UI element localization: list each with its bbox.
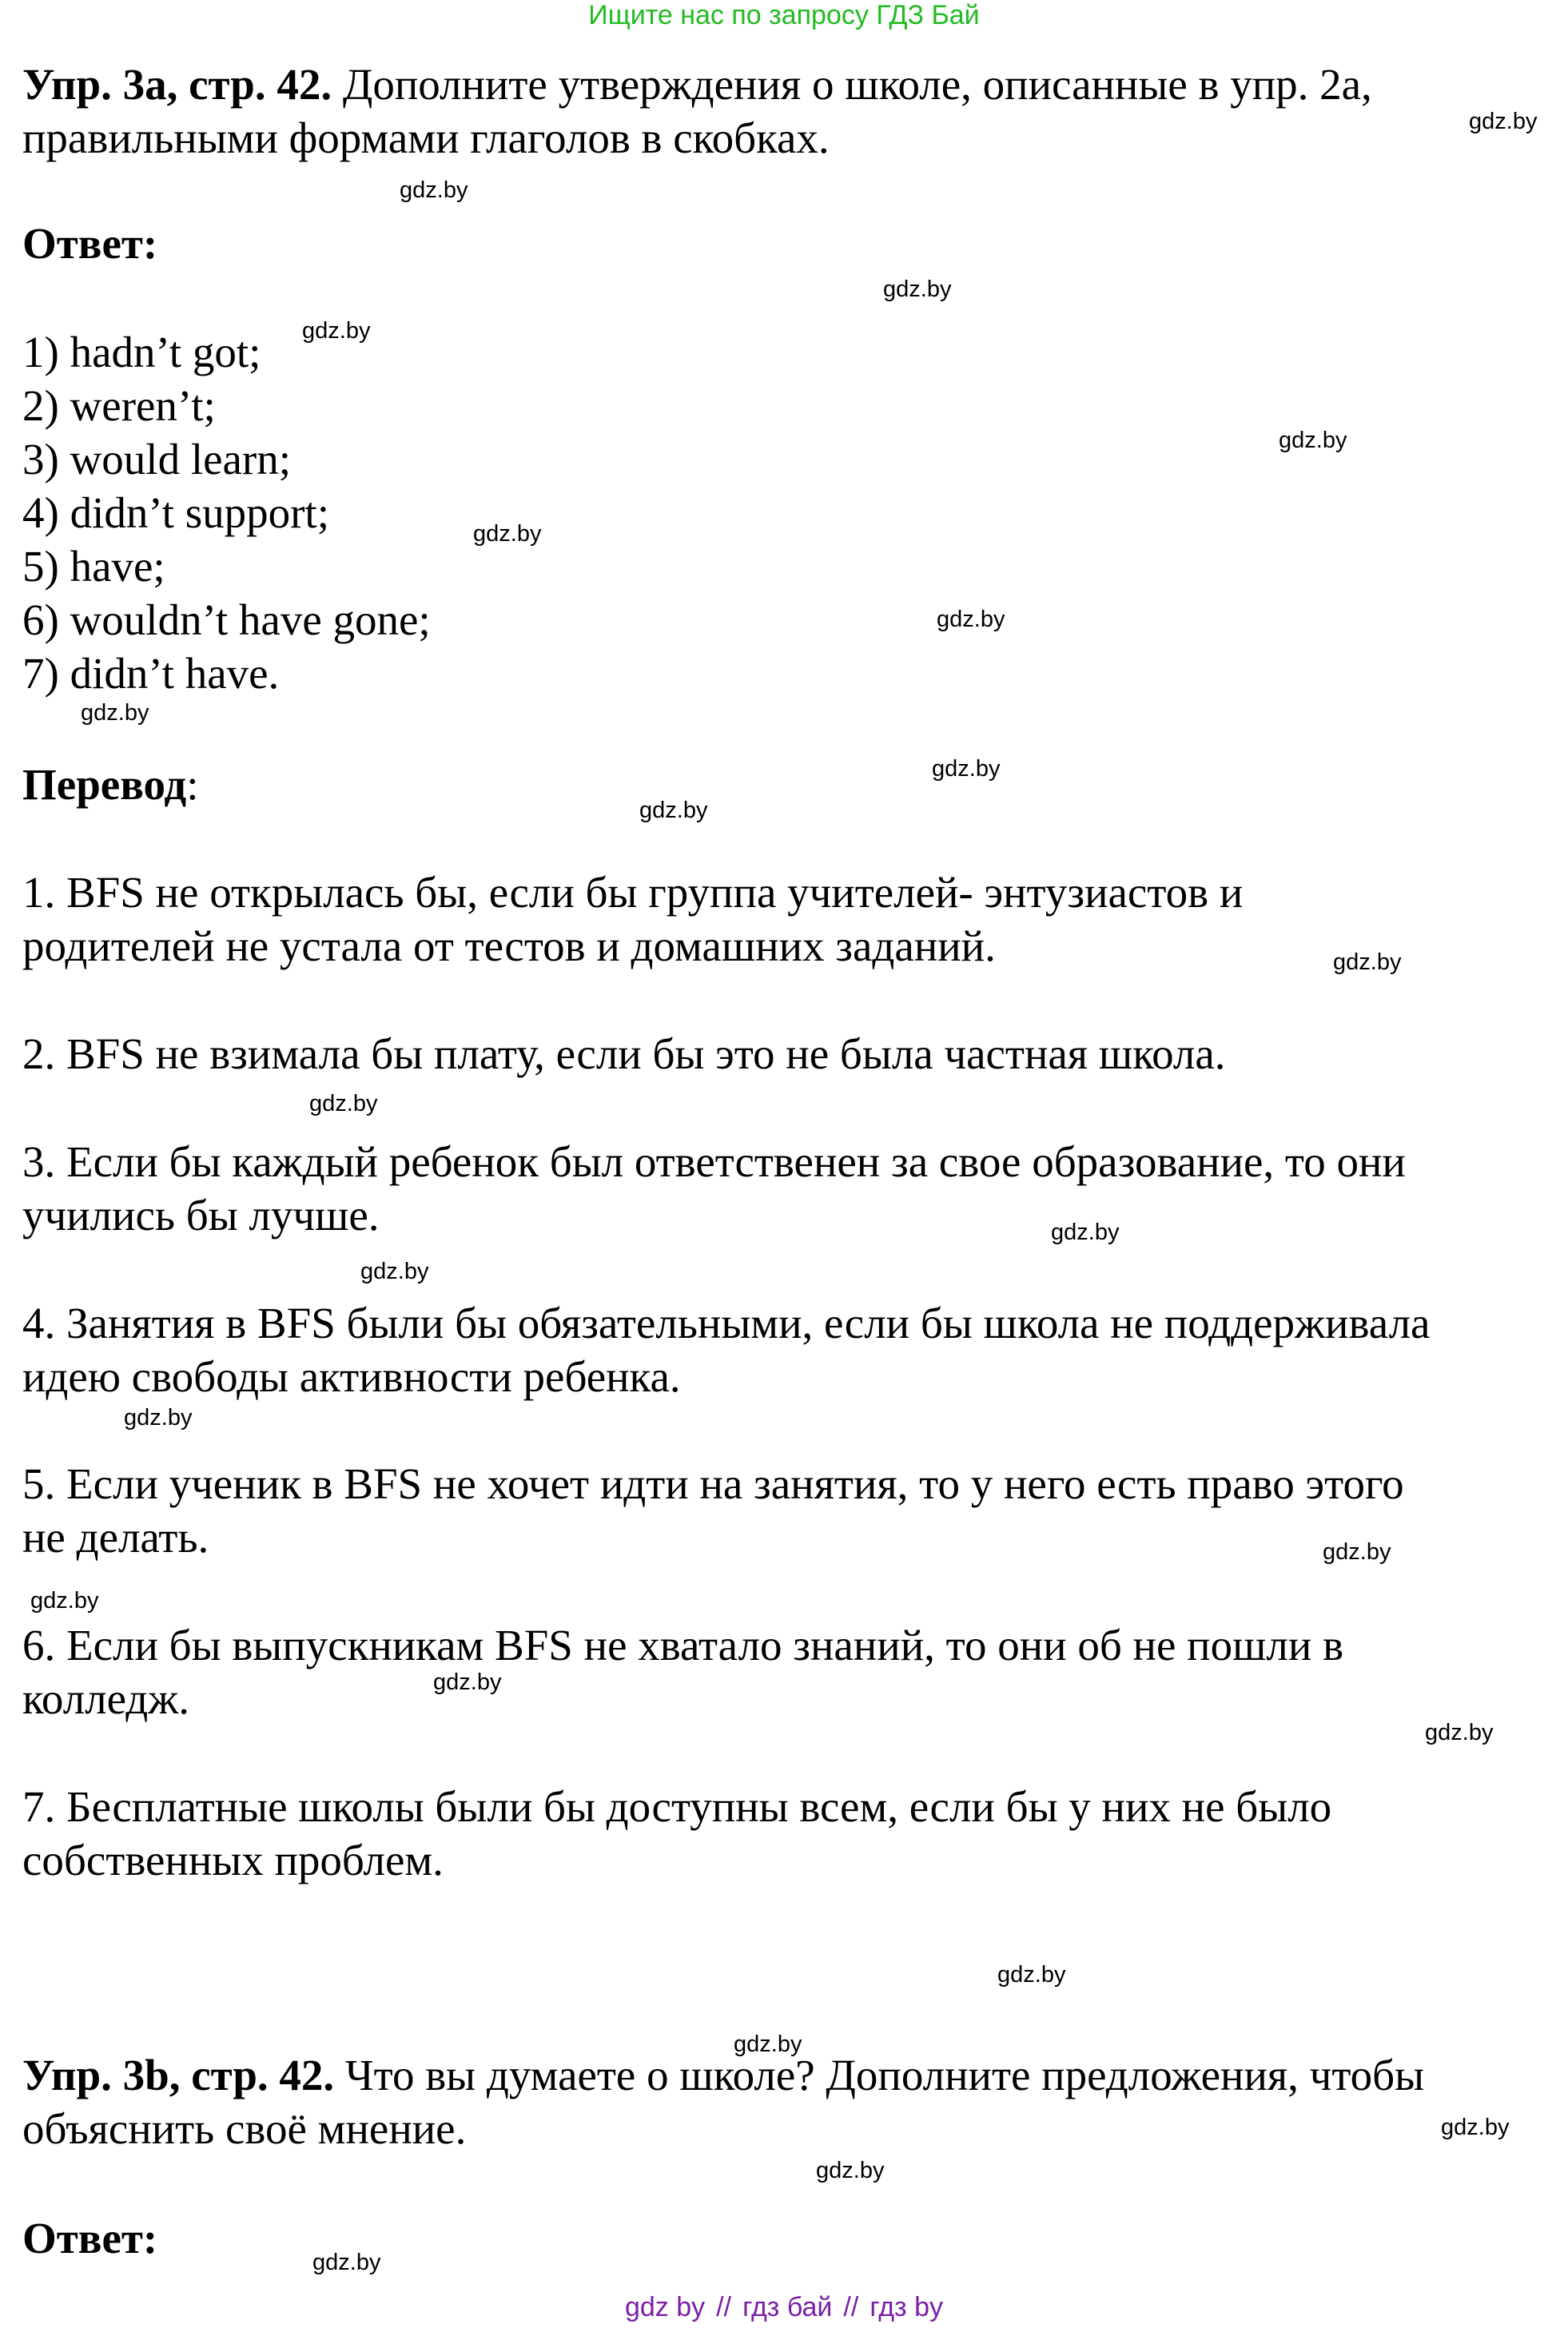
translation-line: 2. BFS не взимала бы плату, если бы это не была частная школа.: [22, 1029, 1226, 1078]
translation-7: [22, 1780, 1331, 1887]
exercise-3a-label: Упр. 3a, стр. 42.: [22, 60, 332, 109]
footer-link-gdz-by[interactable]: gdz by: [624, 2292, 706, 2322]
exercise-3b-line2: объяснить своё мнение.: [22, 2104, 467, 2153]
translation-line: собственных проблем.: [22, 1836, 444, 1884]
translation-2: [22, 1027, 1226, 1080]
watermark: gdz.by: [816, 2158, 885, 2183]
translation-3: [22, 1135, 1406, 1242]
translation-line: 4. Занятия в BFS были бы обязательными, если бы школа не поддерживала: [22, 1299, 1431, 1347]
translation-5: [22, 1457, 1404, 1564]
translation-6: [22, 1618, 1343, 1725]
answers-list: [22, 325, 431, 700]
answer-heading-2: Ответ:: [22, 2214, 158, 2262]
footer-separator: //: [843, 2292, 859, 2322]
watermark: gdz.by: [1469, 109, 1538, 134]
watermark: gdz.by: [1279, 428, 1347, 453]
watermark: gdz.by: [473, 521, 542, 547]
watermark: gdz.by: [302, 318, 371, 344]
exercise-3b-line1: [22, 2048, 1424, 2102]
footer-links: [0, 2292, 1568, 2322]
exercise-3b: [22, 2048, 1424, 2155]
translation-line: 5. Если ученик в BFS не хочет идти на занятия, то у него есть право этого: [22, 1459, 1404, 1508]
footer-link-gdz-bai[interactable]: гдз бай: [742, 2292, 833, 2322]
answer-item: 2) weren’t;: [22, 381, 216, 430]
answer-item: 5) have;: [22, 542, 165, 591]
answer-item: 7) didn’t have.: [22, 649, 280, 698]
translation-line: учились бы лучше.: [22, 1191, 380, 1240]
watermark: gdz.by: [1333, 949, 1402, 975]
watermark: gdz.by: [932, 756, 1001, 782]
translation-line: не делать.: [22, 1513, 209, 1562]
watermark: gdz.by: [883, 277, 952, 302]
translation-4: [22, 1296, 1430, 1403]
translation-1: [22, 866, 1243, 973]
translation-heading-colon: :: [186, 760, 199, 809]
answer-item: 6) wouldn’t have gone;: [22, 595, 431, 644]
translation-line: родителей не устала от тестов и домашних заданий.: [22, 921, 996, 970]
exercise-3a-line2: правильными формами глаголов в скобках.: [22, 113, 830, 162]
watermark: gdz.by: [997, 1962, 1066, 1988]
answer-item: 3) would learn;: [22, 435, 292, 484]
watermark: gdz.by: [312, 2250, 381, 2275]
exercise-3a-line1: [22, 58, 1541, 111]
translation-line: 6. Если бы выпускникам BFS не хватало знаний, то они об не пошли в: [22, 1621, 1344, 1669]
translation-line: 7. Бесплатные школы были бы доступны всем, если бы у них не было: [22, 1782, 1332, 1831]
watermark: gdz.by: [124, 1405, 193, 1431]
footer-separator: //: [716, 2292, 732, 2322]
exercise-3b-text-1: Что вы думаете о школе? Дополните предложения, чтобы: [334, 2051, 1425, 2099]
watermark: gdz.by: [937, 607, 1005, 632]
footer-link-gdz-by-cyr[interactable]: гдз by: [870, 2292, 943, 2322]
watermark: gdz.by: [639, 798, 708, 823]
watermark: gdz.by: [1323, 1539, 1391, 1565]
answer-item: 1) hadn’t got;: [22, 328, 261, 376]
watermark: gdz.by: [81, 700, 149, 726]
exercise-3a-text-1: Дополните утверждения о школе, описанные в упр. 2а,: [332, 60, 1372, 109]
watermark: gdz.by: [1425, 1720, 1494, 1745]
translation-line: 3. Если бы каждый ребенок был ответственен за свое образование, то они: [22, 1137, 1406, 1186]
top-banner: Ищите нас по запросу ГДЗ Бай: [588, 0, 980, 30]
translation-heading: [22, 758, 199, 811]
answer-heading: Ответ:: [22, 219, 158, 268]
translation-line: 1. BFS не открылась бы, если бы группа учителей- энтузиастов и: [22, 868, 1244, 917]
watermark: gdz.by: [400, 177, 468, 203]
exercise-3b-label: Упр. 3b, стр. 42.: [22, 2051, 335, 2099]
watermark: gdz.by: [30, 1588, 99, 1614]
watermark: gdz.by: [1441, 2115, 1510, 2140]
answer-item: 4) didn’t support;: [22, 488, 329, 537]
watermark: gdz.by: [1051, 1220, 1120, 1245]
watermark: gdz.by: [360, 1259, 429, 1284]
exercise-3a: [22, 58, 1541, 165]
watermark: gdz.by: [309, 1091, 378, 1116]
translation-line: колледж.: [22, 1674, 190, 1723]
watermark: gdz.by: [734, 2032, 802, 2057]
translation-heading-text: Перевод: [22, 760, 187, 809]
translation-line: идею свободы активности ребенка.: [22, 1352, 681, 1401]
watermark: gdz.by: [433, 1669, 502, 1695]
